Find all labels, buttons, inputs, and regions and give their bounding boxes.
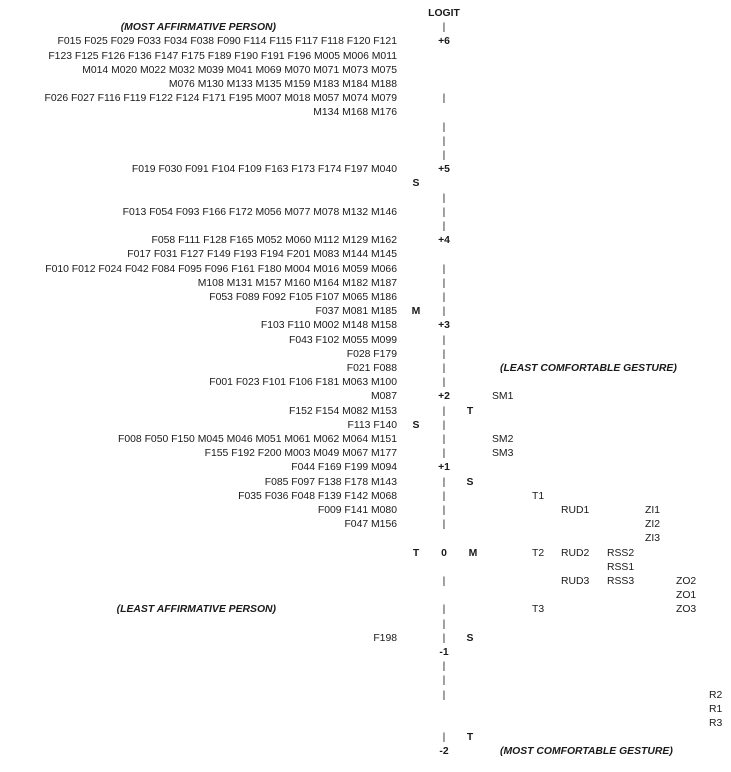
axis-bar: | [442, 263, 446, 275]
gesture-item: SM2 [492, 434, 514, 445]
person-row: M108 M131 M157 M160 M164 M182 M187 [197, 277, 397, 289]
axis-bar: | [442, 206, 446, 218]
scale-value: +3 [438, 320, 450, 332]
axis-bar: | [442, 150, 446, 161]
axis-bar: | [442, 618, 446, 630]
axis-bar: | [442, 419, 446, 431]
axis-bar: | [442, 121, 446, 133]
item-marker: S [466, 476, 474, 488]
person-marker: M [411, 306, 421, 318]
gesture-item: ZI2 [645, 519, 661, 531]
axis-bar: | [442, 405, 446, 417]
gesture-item: SM3 [492, 448, 514, 460]
item-marker: T [466, 405, 474, 417]
axis-bar: | [442, 576, 446, 587]
person-marker: S [412, 178, 420, 190]
person-marker: S [412, 419, 420, 431]
gesture-item: R1 [709, 703, 723, 715]
axis-bar: | [442, 22, 446, 34]
person-row: F013 F054 F093 F166 F172 M056 M077 M078 M132 M146 [122, 206, 397, 218]
axis-bar: | [442, 192, 446, 204]
axis-bar: | [442, 363, 446, 374]
person-row: F001 F023 F101 F106 F181 M063 M100 [209, 377, 397, 389]
person-row: F198 [373, 632, 397, 644]
scale-value: +2 [438, 391, 450, 403]
person-row: F019 F030 F091 F104 F109 F163 F173 F174 F197 M040 [131, 164, 397, 176]
gesture-item: R2 [709, 689, 723, 701]
person-row: F085 F097 F138 F178 M143 [264, 476, 397, 488]
scale-value: +1 [438, 462, 450, 474]
person-row: F026 F027 F116 F119 F122 F124 F171 F195 M007 M018 M057 M074 M079 [44, 93, 397, 105]
axis-bar: | [442, 334, 446, 346]
scale-value: -1 [439, 647, 449, 658]
axis-bar: | [442, 93, 446, 105]
gesture-item: ZO1 [676, 590, 697, 602]
person-row: F037 M081 M185 [315, 306, 397, 318]
person-marker: T [412, 547, 420, 559]
person-row: M076 M130 M133 M135 M159 M183 M184 M188 [168, 79, 397, 90]
axis-bar: | [442, 519, 446, 531]
axis-bar: | [442, 732, 446, 744]
gesture-item: RSS3 [607, 576, 635, 587]
person-row: F053 F089 F092 F105 F107 M065 M186 [209, 292, 397, 303]
item-marker: M [468, 547, 478, 559]
person-row: F010 F012 F024 F042 F084 F095 F096 F161 F180 M004 M016 M059 M066 [45, 263, 397, 275]
person-row: F017 F031 F127 F149 F193 F194 F201 M083 M144 M145 [127, 249, 397, 261]
axis-bar: | [442, 434, 446, 445]
axis-title: LOGIT [428, 8, 460, 19]
gesture-item: RSS1 [607, 561, 635, 573]
axis-bar: | [442, 292, 446, 303]
person-row: M134 M168 M176 [313, 107, 397, 119]
item-marker: T [466, 732, 474, 744]
axis-bar: | [442, 476, 446, 488]
axis-bar: | [442, 632, 446, 644]
axis-bar: | [442, 348, 446, 360]
gesture-item: T2 [532, 547, 545, 559]
axis-bar: | [442, 675, 446, 687]
scale-value: +4 [438, 235, 450, 247]
person-row: M014 M020 M022 M032 M039 M041 M069 M070 M071 M073 M075 [82, 64, 397, 76]
gesture-item: ZI1 [645, 505, 661, 516]
scale-value: +5 [438, 164, 450, 176]
person-row: F047 M156 [344, 519, 397, 531]
axis-bar: | [442, 490, 446, 502]
person-row: F058 F111 F128 F165 M052 M060 M112 M129 M162 [151, 235, 397, 247]
gesture-item: ZO2 [676, 576, 697, 587]
item-marker: S [466, 632, 474, 644]
person-row: F043 F102 M055 M099 [288, 334, 397, 346]
person-row: F015 F025 F029 F033 F034 F038 F090 F114 F115 F117 F118 F120 F121 [57, 36, 397, 48]
axis-bar: | [442, 661, 446, 673]
person-row: M087 [371, 391, 397, 403]
scale-value: -2 [439, 746, 449, 758]
gesture-item: R3 [709, 718, 723, 729]
person-row: F035 F036 F048 F139 F142 M068 [238, 490, 397, 502]
person-row: F103 F110 M002 M148 M158 [260, 320, 397, 332]
axis-bar: | [442, 689, 446, 701]
gesture-item: RUD3 [561, 576, 590, 587]
axis-bar: | [442, 604, 446, 616]
axis-bar: | [442, 135, 446, 147]
axis-bar: | [442, 221, 446, 232]
person-row: F044 F169 F199 M094 [291, 462, 397, 474]
person-row: F123 F125 F126 F136 F147 F175 F189 F190 F191 F196 M005 M006 M011 [48, 50, 397, 62]
label-most-comfortable: (MOST COMFORTABLE GESTURE) [500, 746, 673, 758]
gesture-item: T1 [532, 490, 545, 502]
scale-value: 0 [441, 547, 447, 559]
axis-bar: | [442, 306, 446, 318]
scale-value: +6 [438, 36, 450, 48]
gesture-item: T3 [532, 604, 545, 616]
person-row: F113 F140 [347, 419, 397, 431]
gesture-item: SM1 [492, 391, 514, 403]
person-row: F021 F088 [346, 363, 397, 374]
label-most-affirmative: (MOST AFFIRMATIVE PERSON) [120, 22, 276, 34]
axis-bar: | [442, 448, 446, 460]
person-row: F028 F179 [346, 348, 397, 360]
person-row: F008 F050 F150 M045 M046 M051 M061 M062 M064 M151 [118, 434, 397, 445]
gesture-item: ZO3 [676, 604, 697, 616]
person-row: F155 F192 F200 M003 M049 M067 M177 [204, 448, 397, 460]
gesture-item: RUD2 [561, 547, 590, 559]
person-row: F009 F141 M080 [317, 505, 397, 516]
label-least-comfortable: (LEAST COMFORTABLE GESTURE) [500, 363, 677, 374]
person-row: F152 F154 M082 M153 [288, 405, 397, 417]
axis-bar: | [442, 505, 446, 516]
axis-bar: | [442, 377, 446, 389]
gesture-item: RUD1 [561, 505, 590, 516]
axis-bar: | [442, 277, 446, 289]
gesture-item: RSS2 [607, 547, 635, 559]
label-least-affirmative: (LEAST AFFIRMATIVE PERSON) [116, 604, 276, 616]
gesture-item: ZI3 [645, 533, 661, 545]
